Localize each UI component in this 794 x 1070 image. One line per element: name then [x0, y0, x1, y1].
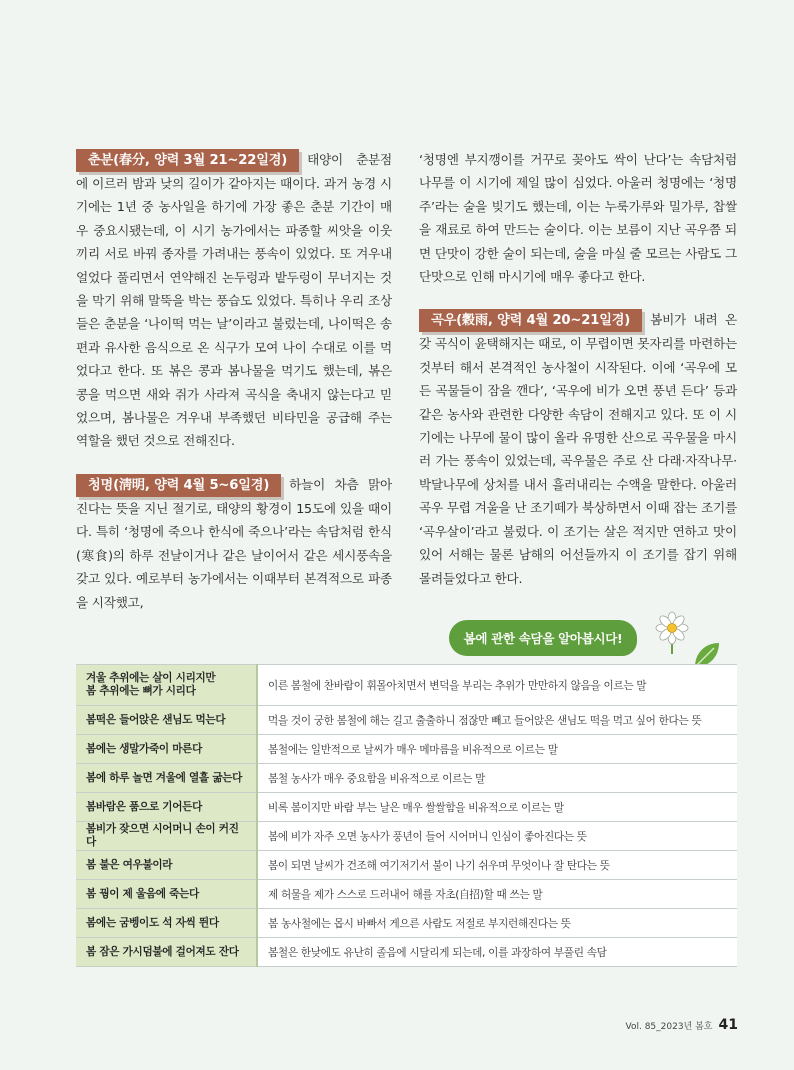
- table-row: [76, 909, 737, 938]
- section-gogu: [419, 308, 737, 589]
- sayings-banner: 봄에 관한 속담을 알아봅시다!: [449, 620, 637, 656]
- saying-line: 겨울 추위에는 살이 시리지만 봄 추위에는 뼈가 시리다: [86, 672, 216, 697]
- section-text-gogu: 봄비가 내려 온갖 곡식이 윤택해지는 때로, 이 무렵이면 못자리를 마련하는 것부터 해서 본격적인 농사철이 시작된다. 이에 ‘곡우에 모든 곡물들이 잠을 깬다’, ‘곡우에 비가 오면 풍년 든다’ 등과 같은 농사와 관련한 다양한 속담이 전해지고 있다. 또 이 시기에는 나무에 물이 많이 올라 유명한 산으로 곡우물을 마시러 가는 풍속이 있었는데, 곡우물은 주로 산 다래·자작나무·박달나무에 상처를 내서 흘러내리는 수액을 말한다. 아울러 곡우 무렵 겨울을 난 조기떼가 북상하면서 이때 잡는 조기를 ‘곡우살이’라고 불렀다. 이 조기는 살은 적지만 연하고 맛이 있어 서해는 물론 남해의 어선들까지 이 조기를 잡기 위해 몰려들었다고 한다.: [419, 312, 737, 586]
- meaning-cell: 봄철에는 일반적으로 날씨가 매우 메마름을 비유적으로 이르는 말: [257, 735, 737, 764]
- saying-cell: [76, 665, 257, 706]
- saying-cell: 봄바람은 품으로 기어든다: [76, 793, 257, 822]
- table-row: [76, 938, 737, 967]
- issue-label: Vol. 85_2023년 봄호: [625, 1022, 713, 1032]
- saying-cell: 봄에는 생말가죽이 마른다: [76, 735, 257, 764]
- section-heading-chunbun: 춘분(春分, 양력 3월 21~22일경): [76, 149, 299, 172]
- section-heading-gogu: 곡우(穀雨, 양력 4월 20~21일경): [419, 309, 642, 332]
- table-row: [76, 735, 737, 764]
- meaning-cell: 봄철 농사가 매우 중요함을 비유적으로 이르는 말: [257, 764, 737, 793]
- saying-cell: 봄 잠은 가시덤불에 걸어져도 잔다: [76, 938, 257, 967]
- section-heading-cheongmyeong: 청명(淸明, 양력 4월 5~6일경): [76, 474, 281, 497]
- saying-cell: 봄떡은 들어앉은 샌님도 먹는다: [76, 706, 257, 735]
- section-cheongmyeong: [76, 473, 392, 614]
- section-chunbun: [76, 148, 392, 453]
- meaning-cell: 비록 봄이지만 바람 부는 날은 매우 쌀쌀함을 비유적으로 이르는 말: [257, 793, 737, 822]
- meaning-cell: 먹을 것이 궁한 봄철에 해는 길고 출출하니 점잖만 빼고 들어앉은 샌님도 떡을 먹고 싶어 한다는 뜻: [257, 706, 737, 735]
- saying-cell: 봄 꿩이 제 울음에 죽는다: [76, 880, 257, 909]
- right-column: [419, 148, 737, 590]
- cheongmyeong-continued: ‘청명엔 부지깽이를 거꾸로 꽂아도 싹이 난다’는 속담처럼 나무를 이 시기에 제일 많이 심었다. 아울러 청명에는 ‘청명주’라는 술을 빚기도 했는데, 이는 누룩가루와 밀가루, 찹쌀을 재료로 하여 만드는 술이다. 이는 보름이 지난 곡우쯤 되면 단맛이 강한 술이 되는데, 술을 마실 줄 모르는 사람도 그 단맛으로 인해 마시기에 매우 좋다고 한다.: [419, 152, 737, 285]
- meaning-cell: 이른 봄철에 찬바람이 휘몰아치면서 변덕을 부리는 추위가 만만하지 않음을 이르는 말: [257, 665, 737, 706]
- section-text-chunbun: 태양이 춘분점에 이르러 밤과 낮의 길이가 같아지는 때이다. 과거 농경 시기에는 1년 중 농사일을 하기에 가장 좋은 춘분 기간이 매우 중요시됐는데, 이 시기 농가에서는 파종할 씨앗을 이웃끼리 서로 바꿔 종자를 가려내는 풍속이 있었다. 또 겨우내 얼었다 풀리면서 연약해진 논두렁과 밭두렁이 무너지는 것을 막기 위해 말뚝을 박는 풍습도 있었다. 특히나 우리 조상들은 춘분을 ‘나이떡 먹는 날’이라고 불렀는데, 나이떡은 송편과 유사한 음식으로 온 식구가 모여 나이 수대로 이를 먹었다고 한다. 또 볶은 콩과 봄나물을 먹기도 했는데, 볶은 콩을 먹으면 새와 쥐가 사라져 곡식을 축내지 않는다고 믿었으며, 봄나물은 겨우내 부족했던 비타민을 공급해 주는 역할을 했던 것으로 전해진다.: [76, 152, 392, 449]
- table-row: [76, 851, 737, 880]
- table-row: [76, 706, 737, 735]
- sayings-table: [76, 664, 737, 967]
- page-number: 41: [718, 1017, 738, 1033]
- saying-cell: 봄비가 잦으면 시어머니 손이 커진다: [76, 822, 257, 851]
- table-row: [76, 665, 737, 706]
- page-footer: [626, 1017, 738, 1033]
- saying-cell: 봄에 하루 놀면 겨울에 열흘 굶는다: [76, 764, 257, 793]
- saying-cell: 봄 불은 여우불이라: [76, 851, 257, 880]
- meaning-cell: 제 허물을 제가 스스로 드러내어 해를 자초(自招)할 때 쓰는 말: [257, 880, 737, 909]
- left-column: [76, 148, 392, 614]
- meaning-cell: 봄 농사철에는 몹시 바빠서 게으른 사람도 저절로 부지런해진다는 뜻: [257, 909, 737, 938]
- meaning-cell: 봄이 되면 날씨가 건조해 여기저기서 불이 나기 쉬우며 무엇이나 잘 탄다는 뜻: [257, 851, 737, 880]
- meaning-cell: 봄철은 한낮에도 유난히 졸음에 시달리게 되는데, 이를 과장하여 부풀린 속담: [257, 938, 737, 967]
- table-row: [76, 764, 737, 793]
- table-row: [76, 880, 737, 909]
- table-row: [76, 793, 737, 822]
- section-text-cheongmyeong: 하늘이 차츰 맑아진다는 뜻을 지닌 절기로, 태양의 황경이 15도에 있을 때이다. 특히 ‘청명에 죽으나 한식에 죽으나’라는 속담처럼 한식(寒食)의 하루 전날이거나 같은 날이어서 같은 세시풍속을 갖고 있다. 예로부터 농가에서는 이때부터 본격적으로 파종을 시작했고,: [76, 476, 392, 610]
- meaning-cell: 봄에 비가 자주 오면 농사가 풍년이 들어 시어머니 인심이 좋아진다는 뜻: [257, 822, 737, 851]
- saying-cell: 봄에는 굼벵이도 석 자씩 뛴다: [76, 909, 257, 938]
- table-row: [76, 822, 737, 851]
- daisy-icon: [652, 610, 692, 654]
